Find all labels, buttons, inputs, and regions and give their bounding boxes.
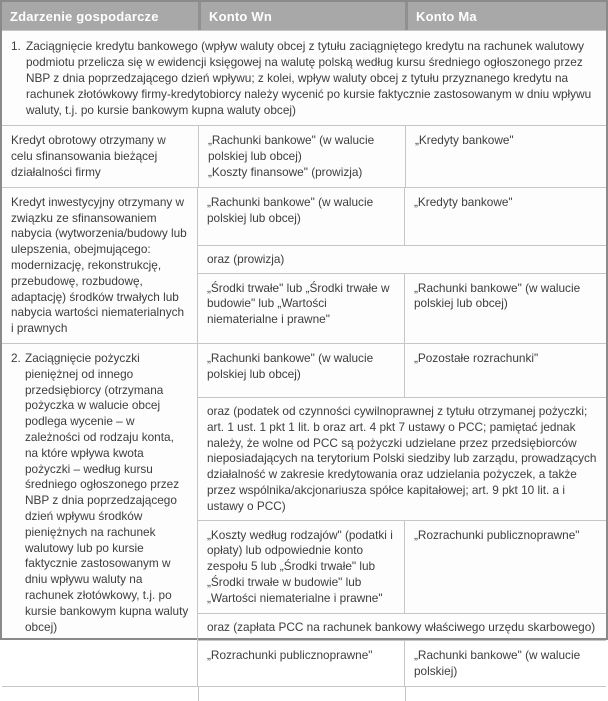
ma-cell: „Rachunki bankowe" (w walucie polskiej) [404, 641, 606, 686]
row-kredyt-obrotowy [2, 125, 606, 186]
wn-line-2: „Koszty finansowe" (prowizja) [208, 164, 363, 179]
cropped-next-row [2, 686, 606, 701]
row-item1-description [2, 30, 606, 125]
cropped-cell [198, 687, 405, 701]
wn-cell: „Rozrachunki publicznoprawne" [207, 648, 373, 663]
sub-row [198, 273, 606, 343]
item1-text: Zaciągnięcie kredytu bankowego (wpływ waluty obcej z tytułu zaciągniętego kredytu na rachunek walutowy podmiotu przelicza się w ewidencji księgowej na walutę polską według kursu średniego ogłoszonego przez NBP z dnia poprzedzającego dzień wpływu; z kolei, wpływ waluty obcej z tytułu przyznanego kredytu na rachunek złotówkowy firmy-kredytobiorcy należy wycenić po kursie faktycznie zastosowanym w dniu wpływu waluty, t.j. po kursie bankowym kupna waluty obcej) [26, 39, 592, 117]
wn-line-1: „Rachunki bankowe" (w walucie polskiej lub obcej) [208, 133, 375, 164]
header-konto-ma: Konto Ma [405, 2, 606, 30]
item2-number: 2. [11, 350, 21, 365]
ma-cell: „Rachunki bankowe" (w walucie polskiej lub obcej) [404, 274, 606, 343]
kredyt-inwestycyjny-event-cell: Kredyt inwestycyjny otrzymany w związku ze sfinansowaniem nabycia (wytworzenia/budowy lub ulepszenia, obejmującego: modernizację, rekonstrukcję, przebudowę, rozbudowę, adaptację) środków trwałych lub nabycia wartości niematerialnych i prawnych [2, 188, 198, 343]
merged-note-zaplata-pcc: oraz (zapłata PCC na rachunek bankowy właściwego urzędu skarbowego) [198, 613, 606, 641]
kredyt-obrotowy-event-cell: Kredyt obrotowy otrzymany w celu sfinansowania bieżącej działalności firmy [11, 133, 166, 179]
sub-row [198, 188, 606, 245]
wn-cell: „Rachunki bankowe" (w walucie polskiej lub obcej) [207, 350, 374, 381]
ma-cell: „Pozostałe rozrachunki" [404, 344, 606, 397]
merged-note-pcc: oraz (podatek od czynności cywilnoprawnej z tytułu otrzymanej pożyczki; art. 1 ust. 1 pkt 1 lit. b oraz art. 4 pkt 7 ustawy o PCC; pamiętać jednak należy, że wolne od PCC są pożyczki udzielane przez przedsiębiorców nieposiadających na terytorium Polski siedziby lub zarządu, prowadzących działalność w zakresie kredytowania oraz udzielania pożyczek, a także przez wspólnika/akcjonariusza spółce kapitałowej; art. 9 pkt 10 lit. a i ustawy o PCC) [198, 397, 606, 520]
row-kredyt-inwestycyjny [2, 187, 606, 343]
row-pozyczka-pieniezna [2, 343, 606, 686]
wn-cell: „Środki trwałe" lub „Środki trwałe w budowie" lub „Wartości niematerialne i prawne" [207, 280, 390, 327]
cropped-cell [2, 687, 198, 701]
header-zdarzenie-gospodarcze: Zdarzenie gospodarcze [10, 9, 159, 24]
pozyczka-event-cell [2, 344, 198, 686]
kredyt-obrotowy-ma-cell: „Kredyty bankowe" [405, 126, 606, 186]
wn-cell: „Rachunki bankowe" (w walucie polskiej lub obcej) [207, 194, 374, 225]
ma-cell: „Rozrachunki publicznoprawne" [404, 521, 606, 613]
kredyt-obrotowy-wn-cell [198, 126, 405, 186]
cropped-cell [405, 687, 606, 701]
item2-text: Zaciągnięcie pożyczki pieniężnej od innego przedsiębiorcy (otrzymana pożyczka w walucie obcej podlega wycenie – w zależności od rodzaju konta, na które wpływa kwota pożyczki – według kursu średniego ogłoszonego przez NBP z dnia poprzedzającego dzień wpływu środków pieniężnych na rachunek walutowy lub po kursie faktycznie zastosowanym w dniu wpływu waluty na rachunek złotówkowy, t.j. po kursie bankowym kupna waluty obcej) [25, 350, 189, 634]
table-header-row [2, 2, 606, 30]
wn-cell: „Koszty według rodzajów" (podatki i opłaty) lub odpowiednie konto zespołu 5 lub „Środki trwałe" lub „Środki trwałe w budowie" lub „Wartości niematerialne i prawne" [207, 527, 393, 605]
merged-note-prowizja: oraz (prowizja) [198, 245, 606, 273]
kredyt-inwestycyjny-accounts [198, 188, 606, 343]
pozyczka-accounts [198, 344, 606, 686]
sub-row [198, 520, 606, 613]
sub-row [198, 640, 606, 686]
item1-number: 1. [11, 39, 21, 54]
sub-row [198, 344, 606, 397]
ma-cell: „Kredyty bankowe" [404, 188, 606, 245]
header-konto-wn: Konto Wn [198, 2, 405, 30]
